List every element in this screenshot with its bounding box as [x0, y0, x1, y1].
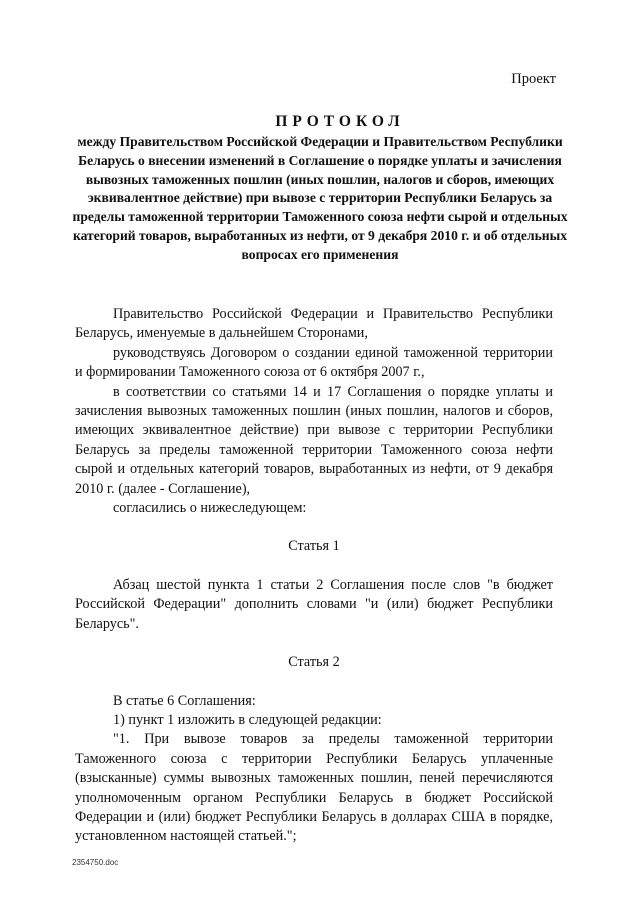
- document-subtitle: между Правительством Российской Федерации и Правительством Республики Беларусь о внесении изменений в Соглашение о порядке уплаты и зачисления вывозных таможенных пошлин (иных пошлин, налогов и сборов, имеющих эквивалентное действие) при вывозе с территории Республики Беларусь за пределы таможенной территории Таможенного союза нефти сырой и отдельных категорий товаров, выработанных из нефти, от 9 декабря 2010 г. и об отдельных вопросах его применения: [72, 134, 568, 262]
- file-name-footer: 2354750.doc: [72, 858, 119, 867]
- preamble-paragraph: руководствуясь Договором о создании единой таможенной территории и формировании Таможенного союза от 6 октября 2007 г.,: [75, 344, 553, 381]
- draft-stamp: Проект: [511, 71, 556, 87]
- article-1-heading: Статья 1: [288, 538, 340, 555]
- article-2-paragraph: 1) пункт 1 изложить в следующей редакции:: [113, 711, 382, 728]
- preamble-paragraph: в соответствии со статьями 14 и 17 Соглашения о порядке уплаты и зачисления вывозных таможенных пошлин (иных пошлин, налогов и сборов, имеющих эквивалентное действие) при вывозе с территории Республики Беларусь за пределы таможенной территории Таможенного союза нефти сырой и отдельных категорий товаров, выработанных из нефти, от 9 декабря 2010 г. (далее - Соглашение),: [75, 383, 553, 497]
- preamble-paragraph: Правительство Российской Федерации и Правительство Республики Беларусь, именуемые в дальнейшем Сторонами,: [75, 306, 553, 342]
- document-body: [75, 305, 553, 847]
- article-1-text: Абзац шестой пункта 1 статьи 2 Соглашения после слов "в бюджет Российской Федерации" дополнить словами "и (или) бюджет Республики Беларусь".: [75, 576, 553, 632]
- article-2-paragraph: "1. При вывозе товаров за пределы таможенной территории Таможенного союза с территории Республики Беларусь уплаченные (взысканные) суммы вывозных таможенных пошлин, пеней перечисляются уполномоченным органом Республики Беларусь в бюджет Российской Федерации и (или) бюджет Республики Беларусь в долларах США в порядке, установленном настоящей статьей.";: [75, 731, 553, 845]
- article-2-heading: Статья 2: [288, 654, 340, 671]
- document-title: ПРОТОКОЛ: [275, 113, 405, 130]
- preamble-paragraph: согласились о нижеследующем:: [113, 500, 307, 517]
- article-2-paragraph: В статье 6 Соглашения:: [113, 692, 256, 709]
